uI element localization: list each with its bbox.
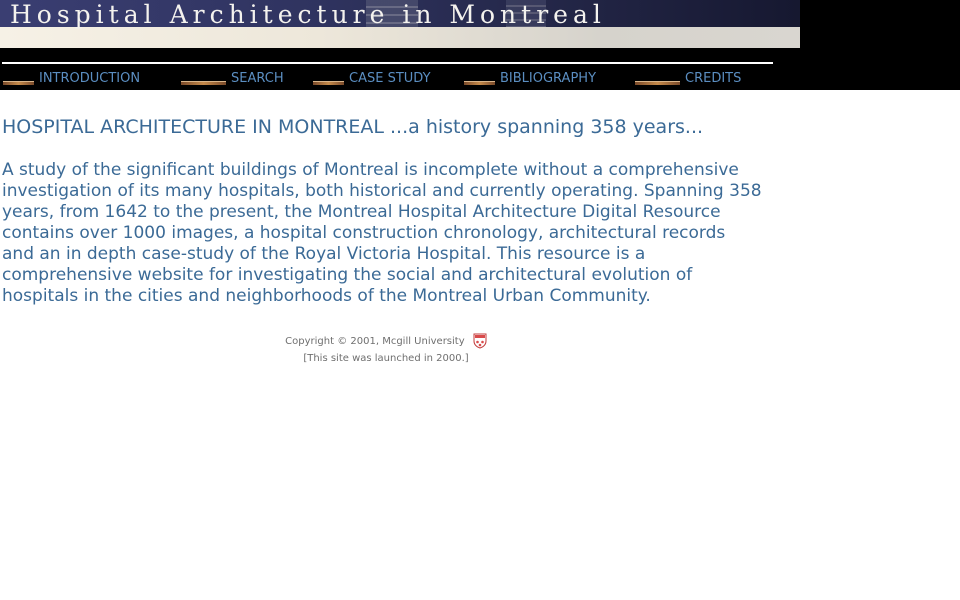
nav-label: CASE STUDY bbox=[349, 71, 431, 86]
launch-note: [This site was launched in 2000.] bbox=[303, 353, 469, 364]
nav-label: INTRODUCTION bbox=[39, 71, 141, 86]
page-headline: HOSPITAL ARCHITECTURE IN MONTREAL ...a history spanning 358 years... bbox=[2, 116, 704, 138]
nav-label: CREDITS bbox=[685, 71, 742, 86]
nav-case-study[interactable] bbox=[313, 70, 431, 88]
banner-title: Hospital Architecture in Montreal bbox=[10, 0, 606, 29]
nav-label: BIBLIOGRAPHY bbox=[500, 71, 597, 86]
banner-image bbox=[0, 0, 800, 48]
copyright-text: Copyright © 2001, Mcgill University bbox=[285, 336, 465, 347]
copyright-line bbox=[0, 333, 772, 350]
nav-bullet-icon bbox=[313, 81, 344, 85]
header-divider bbox=[2, 62, 773, 64]
footer bbox=[0, 333, 772, 367]
header-band bbox=[0, 0, 960, 90]
nav-label: SEARCH bbox=[231, 71, 284, 86]
nav-credits[interactable] bbox=[635, 70, 741, 88]
nav-bullet-icon bbox=[3, 81, 34, 85]
nav-bullet-icon bbox=[181, 81, 226, 85]
banner-lower-strip bbox=[0, 27, 800, 48]
intro-paragraph: A study of the significant buildings of Montreal is incomplete without a comprehensive investigation of its many hospitals, both historical and currently operating. Spanning 358 years, from 1642 to the present, the Montreal Hospital Architecture Digital Resource contains over 1000 images, a hospital construction chronology, architectural records and an in depth case-study of the Royal Victoria Hospital. This resource is a comprehensive website for investigating the social and architectural evolution of hospitals in the cities and neighborhoods of the Montreal Urban Community. bbox=[2, 160, 762, 306]
nav-bullet-icon bbox=[635, 81, 680, 85]
nav-introduction[interactable] bbox=[3, 70, 140, 88]
mcgill-crest-icon bbox=[473, 333, 487, 349]
nav-bullet-icon bbox=[464, 81, 495, 85]
nav-search[interactable] bbox=[181, 70, 284, 88]
nav-bibliography[interactable] bbox=[464, 70, 596, 88]
